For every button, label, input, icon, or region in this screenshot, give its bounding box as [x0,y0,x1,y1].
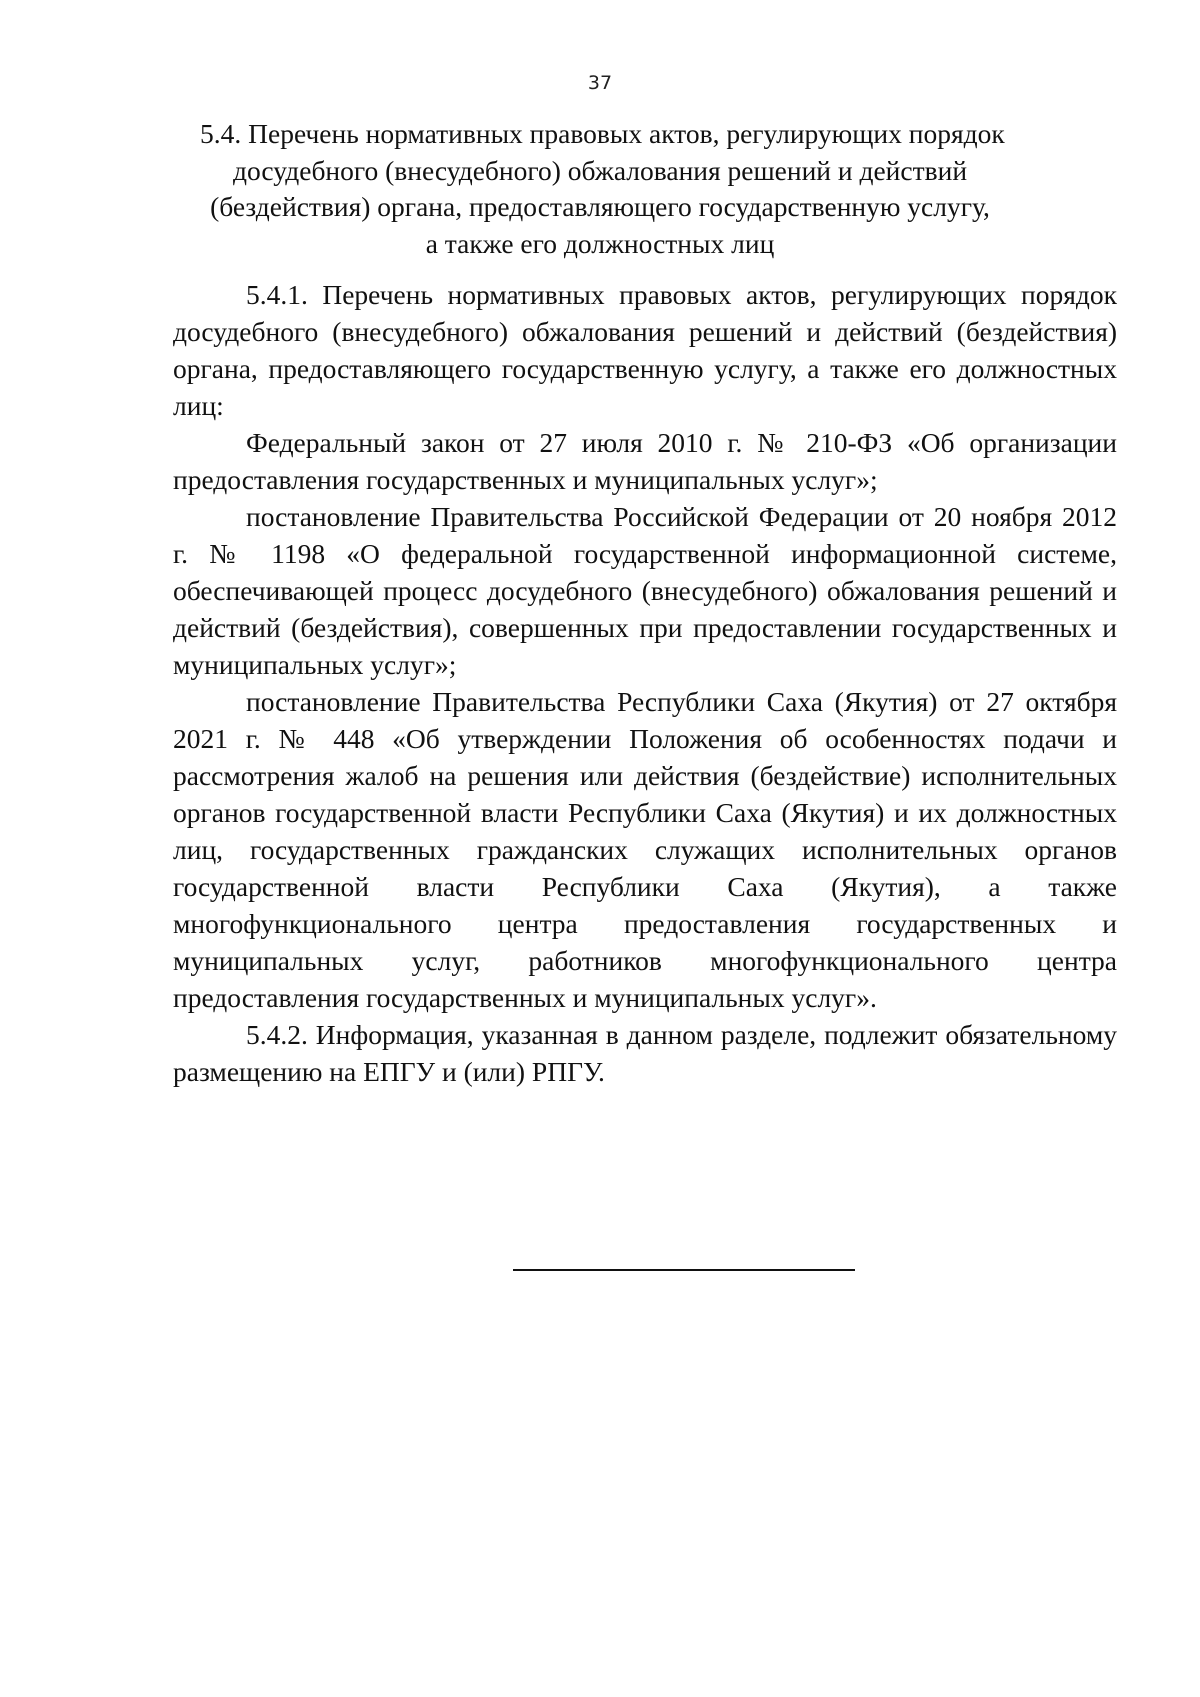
section-heading [200,116,1005,262]
paragraph-5-4-1: 5.4.1. Перечень нормативных правовых актов, регулирующих порядок досудебного (внесудебного) обжалования решений и действий (бездействия) органа, предоставляющего государственную услугу, а также его должностных лиц: [173,279,1117,421]
paragraph-5-4-2: 5.4.2. Информация, указанная в данном разделе, подлежит обязательному размещению на ЕПГУ и (или) РПГУ. [173,1019,1117,1087]
closing-divider [513,1269,855,1271]
paragraph-yakutia-decree-448: постановление Правительства Республики Саха (Якутия) от 27 октября 2021 г. № 448 «Об утверждении Положения об особенностях подачи и рассмотрения жалоб на решения или действия (бездействие) исполнительных органов государственной власти Республики Саха (Якутия) и их должностных лиц, государственных гражданских служащих исполнительных органов государственной власти Республики Саха (Якутия), а также многофункционального центра предоставления государственных и муниципальных услуг, работников многофункционального центра предоставления государственных и муниципальных услуг». [173,686,1117,1013]
section-heading-line: досудебного (внесудебного) обжалования решений и действий [232,154,968,186]
page-number: 37 [587,72,613,94]
paragraph-government-decree-1198: постановление Правительства Российской Федерации от 20 ноября 2012 г. № 1198 «О федеральной государственной информационной системе, обеспечивающей процесс досудебного (внесудебного) обжалования решений и действий (бездействия), совершенных при предоставлении государственных и муниципальных услуг»; [173,501,1117,680]
section-body [173,276,1117,1090]
section-heading-line: а также его должностных лиц [425,227,775,259]
section-heading-line: (бездействия) органа, предоставляющего государственную услугу, [210,191,990,222]
section-heading-line: 5.4. Перечень нормативных правовых актов, регулирующих порядок [200,118,1005,149]
paragraph-federal-law-210: Федеральный закон от 27 июля 2010 г. № 210-ФЗ «Об организации предоставления государственных и муниципальных услуг»; [173,427,1117,495]
